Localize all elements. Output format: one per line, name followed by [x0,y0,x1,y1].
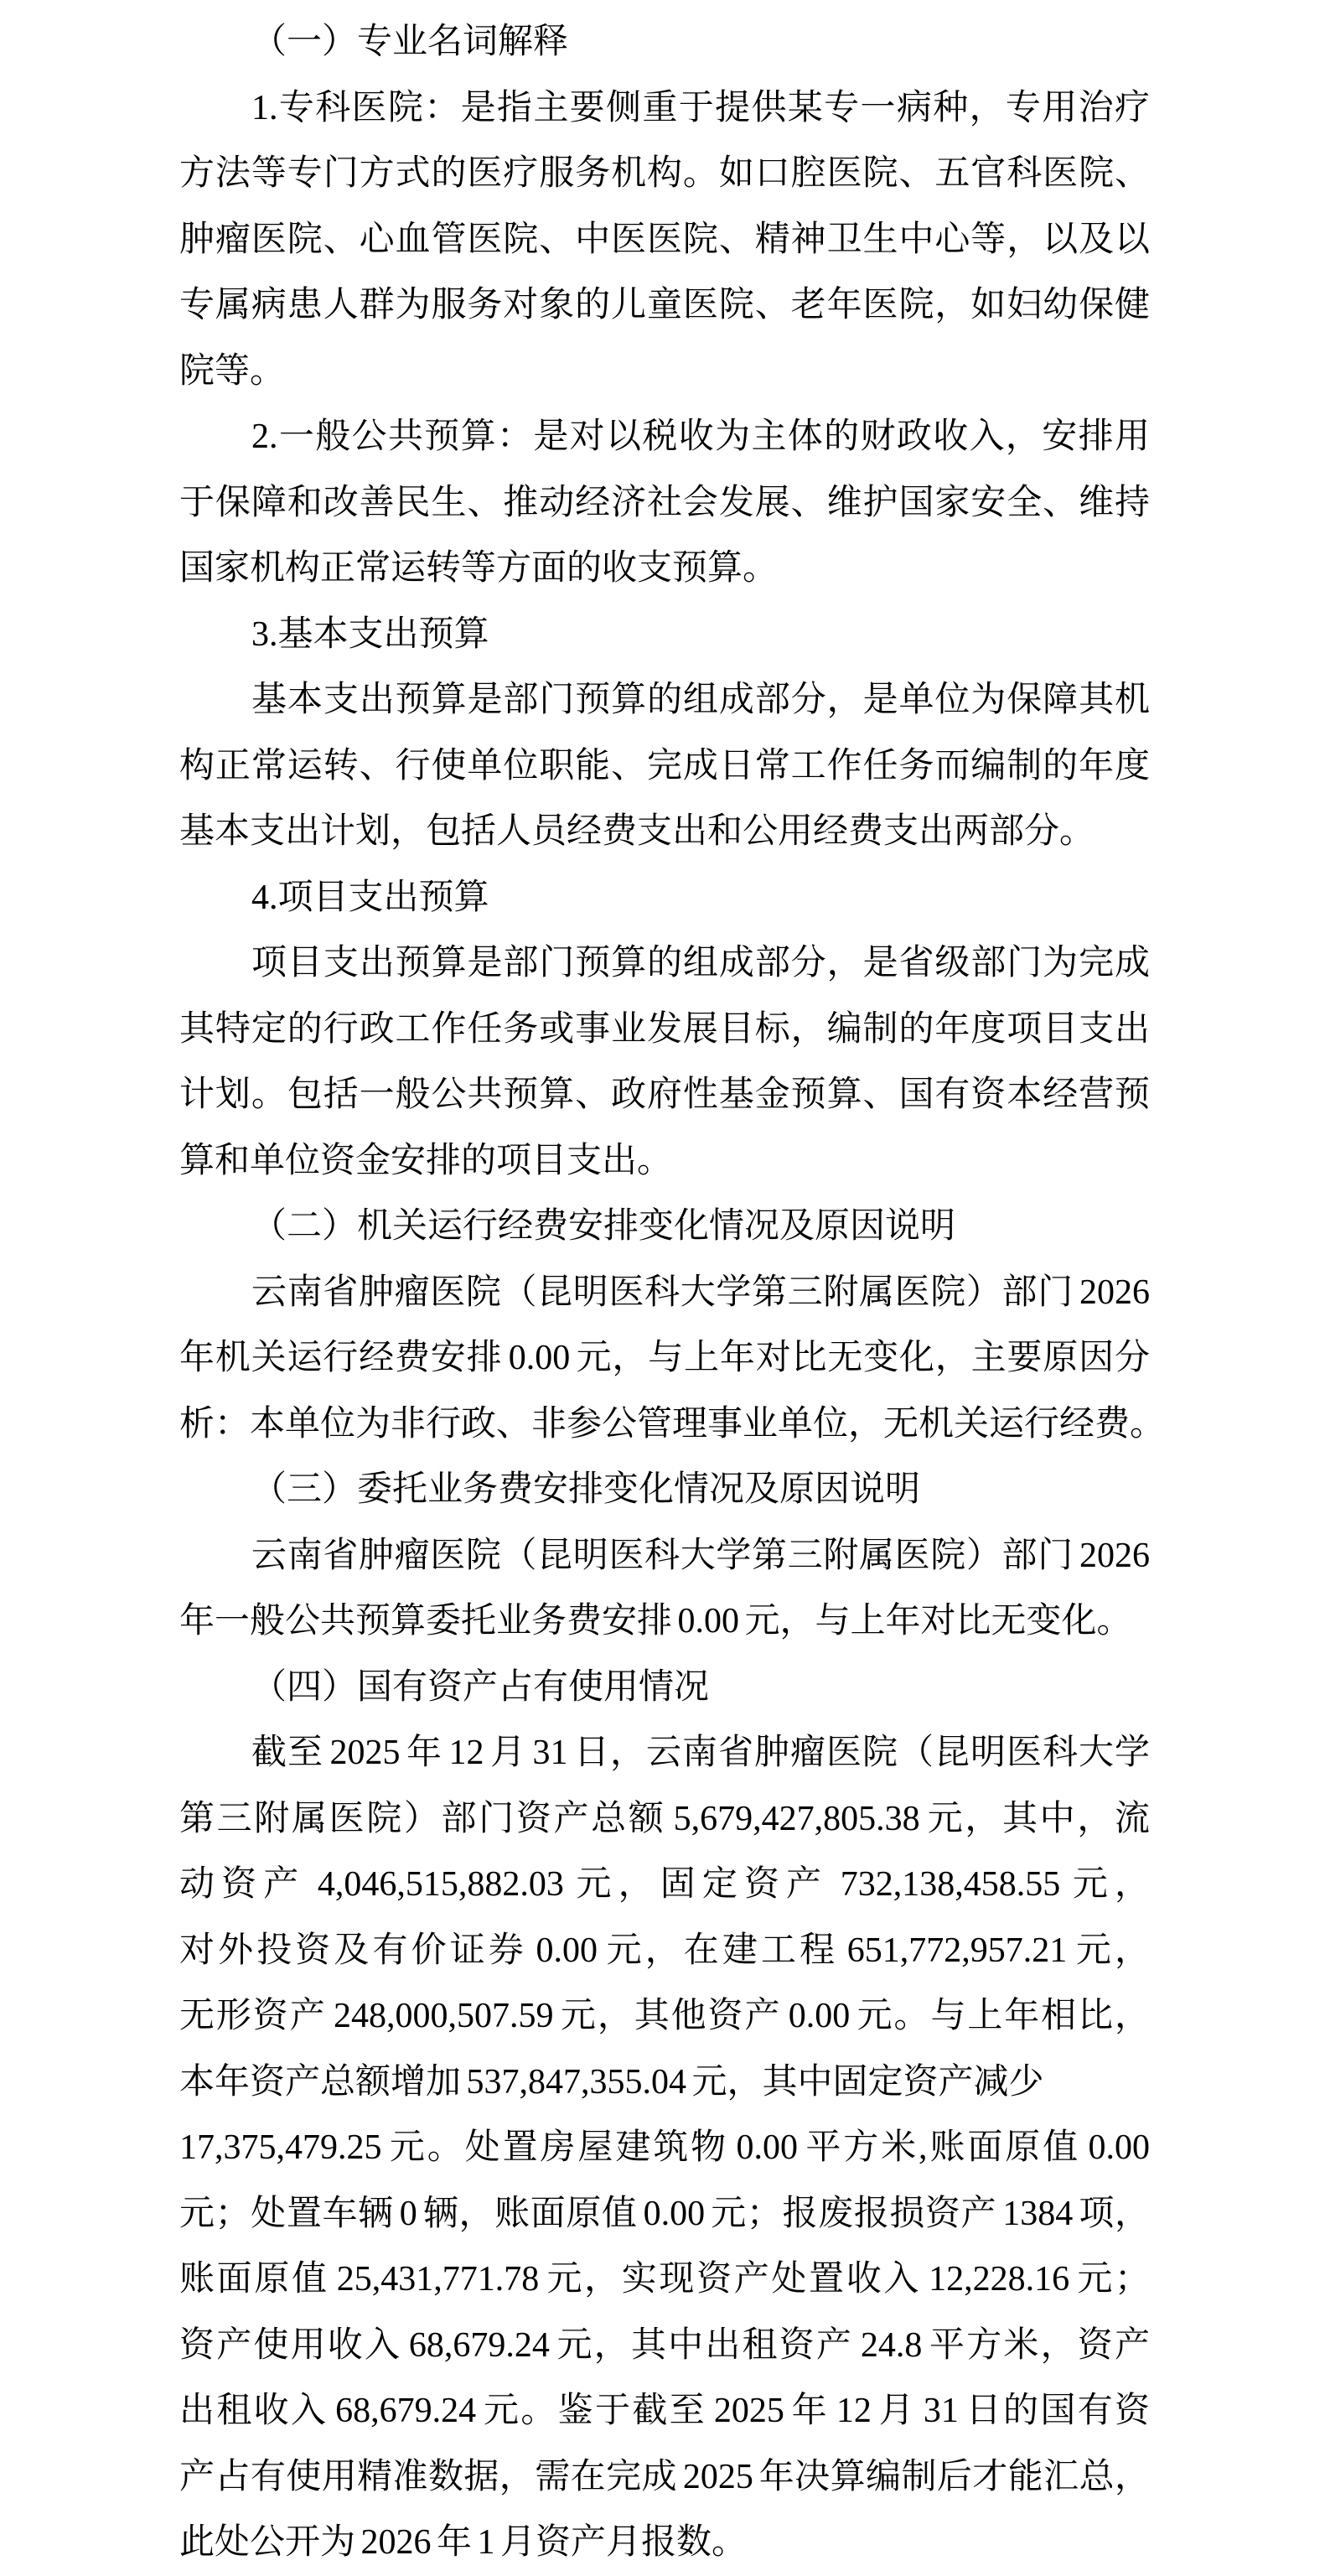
text-line: 资产使用收入 68,679.24 元，其中出租资产 24.8 平方米，资产 [179,2325,1150,2365]
section-heading: （三）委托业务费安排变化情况及原因说明 [251,1470,921,1509]
section-state-owned-assets [179,1655,1150,2576]
text-line: 账面原值 25,431,771.78 元，实现资产处置收入 12,228.16 元； [179,2260,1150,2299]
section-heading: （一）专业名词解释 [251,23,569,61]
text-line: 构正常运转、行使单位职能、完成日常工作任务而编制的年度 [179,746,1150,785]
document-page [179,9,1166,2576]
text-line: 国家机构正常运转等方面的收支预算。 [179,549,779,588]
text-line: 第三附属医院）部门资产总额 5,679,427,805.38 元，其中，流 [179,1799,1150,1838]
section-operating-expenses [179,1194,1166,1457]
text-line: 云南省肿瘤医院（昆明医科大学第三附属医院）部门 2026 [251,1272,1150,1312]
term-specialty-hospital [179,75,1150,405]
term-basic-expenditure-budget [179,602,1150,865]
text-line: 17,375,479.25 元。处置房屋建筑物 0.00 平方米,账面原值 0.00 [179,2128,1150,2167]
text-line: 云南省肿瘤医院（昆明医科大学第三附属医院）部门 2026 [251,1536,1150,1575]
text-line: 1.专科医院：是指主要侧重于提供某专一病种，专用治疗 [251,88,1150,127]
text-line: 动资产 4,046,515,882.03 元，固定资产 732,138,458.55 元， [179,1865,1150,1904]
section-commissioned-business-fees [179,1457,1150,1655]
text-line: 2.一般公共预算：是对以税收为主体的财政收入，安排用 [251,417,1150,456]
text-line: 本年资产总额增加 537,847,355.04 元，其中固定资产减少 [179,2062,1044,2102]
text-line: 对外投资及有价证券 0.00 元，在建工程 651,772,957.21 元， [179,1931,1150,1970]
text-line: 基本支出预算是部门预算的组成部分，是单位为保障其机 [251,681,1150,719]
paragraph [179,1523,1150,1655]
text-line: 年一般公共预算委托业务费安排 0.00 元，与上年对比无变化。 [179,1602,1132,1640]
text-line: 此处公开为 2026 年 1 月资产月报数。 [179,2523,748,2562]
text-line: 析：本单位为非行政、非参公管理事业单位，无机关运行经费。 [179,1404,1166,1443]
text-line: 其特定的行政工作任务或事业发展目标，编制的年度项目支出 [179,1009,1150,1049]
text-line: 元；处置车辆 0 辆，账面原值 0.00 元；报废报损资产 1384 项， [179,2194,1150,2233]
text-line: 项目支出预算是部门预算的组成部分，是省级部门为完成 [251,944,1150,982]
term-general-public-budget [179,404,1150,602]
text-line: 专属病患人群为服务对象的儿童医院、老年医院，如妇幼保健 [179,286,1150,324]
text-line: 无形资产 248,000,507.59 元，其他资产 0.00 元。与上年相比， [179,1997,1150,2035]
text-line: 产占有使用精准数据，需在完成 2025 年决算编制后才能汇总， [179,2457,1150,2496]
text-line: 年机关运行经费安排 0.00 元，与上年对比无变化，主要原因分 [179,1339,1150,1377]
text-line: 出租收入 68,679.24 元。鉴于截至 2025 年 12 月 31 日的国有资 [179,2392,1150,2430]
section-heading: （二）机关运行经费安排变化情况及原因说明 [251,1207,956,1246]
text-line: 计划。包括一般公共预算、政府性基金预算、国有资本经营预 [179,1075,1150,1114]
text-line: 算和单位资金安排的项目支出。 [179,1141,673,1180]
section-heading: （四）国有资产占有使用情况 [251,1667,710,1707]
text-line: 方法等专门方式的医疗服务机构。如口腔医院、五官科医院、 [179,154,1150,193]
term-project-expenditure-budget [179,865,1150,1195]
paragraph [179,1260,1166,1458]
text-line: 于保障和改善民生、推动经济社会发展、维护国家安全、维持 [179,483,1150,522]
term-title: 3.基本支出预算 [251,614,489,654]
paragraph [179,1720,1150,2576]
term-title: 4.项目支出预算 [251,878,489,917]
section-glossary [179,9,1150,1194]
text-line: 基本支出计划，包括人员经费支出和公用经费支出两部分。 [179,812,1095,851]
text-line: 院等。 [179,351,286,391]
text-line: 截至 2025 年 12 月 31 日，云南省肿瘤医院（昆明医科大学 [251,1734,1150,1772]
text-line: 肿瘤医院、心血管医院、中医医院、精神卫生中心等，以及以 [179,220,1150,259]
